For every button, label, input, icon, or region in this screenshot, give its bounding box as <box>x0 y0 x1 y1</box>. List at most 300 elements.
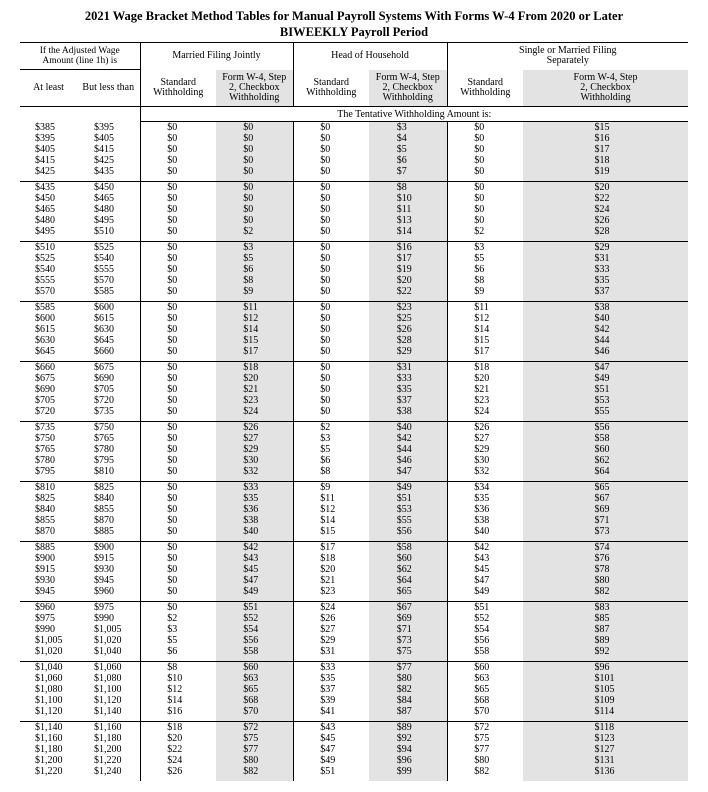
mfj-form-checkbox-value: $60 <box>243 662 259 673</box>
single-form-checkbox-cell <box>523 542 688 602</box>
mfj-standard-value: $0 <box>167 193 178 204</box>
hoh-standard-value: $51 <box>320 766 336 777</box>
mfj-standard-value: $0 <box>167 493 178 504</box>
mfj-form-checkbox-cell <box>216 602 293 662</box>
mfj-standard-values <box>167 422 189 477</box>
hoh-form-checkbox-value: $5 <box>396 144 407 155</box>
hoh-form-checkbox-value: $80 <box>396 673 412 684</box>
hoh-standard-value: $0 <box>320 215 331 226</box>
at-least-value: $415 <box>35 154 55 166</box>
single-form-checkbox-values <box>595 302 617 357</box>
mfj-standard-value: $0 <box>167 242 178 253</box>
at-least-value: $555 <box>35 275 55 286</box>
hoh-standard-value: $8 <box>320 466 331 477</box>
mfj-standard-cell <box>140 302 216 362</box>
hoh-form-checkbox-cell <box>369 122 447 182</box>
mfj-standard-value: $0 <box>167 384 178 395</box>
but-less-than-value: $840 <box>94 493 114 504</box>
single-form-checkbox-cell <box>523 182 688 242</box>
hoh-standard-value: $0 <box>320 395 331 406</box>
single-form-checkbox-value: $24 <box>594 204 610 215</box>
mfj-standard-value: $0 <box>167 275 178 286</box>
hoh-standard-value: $9 <box>320 482 331 493</box>
but-less-than-value: $1,180 <box>94 733 122 744</box>
single-standard-value: $80 <box>474 755 490 766</box>
mfj-form-checkbox-values <box>243 422 265 477</box>
at-least-value: $435 <box>35 182 55 193</box>
single-standard-value: $40 <box>474 526 490 537</box>
single-form-checkbox-value: $56 <box>594 422 610 433</box>
single-standard-value: $56 <box>474 635 490 646</box>
mfj-standard-values <box>167 482 189 537</box>
single-form-checkbox-value: $38 <box>594 302 610 313</box>
at-least-cell <box>20 122 77 182</box>
single-form-checkbox-value: $16 <box>594 133 610 144</box>
single-form-checkbox-value: $62 <box>594 455 610 466</box>
hoh-standard-values <box>320 422 342 477</box>
at-least-value: $1,140 <box>35 722 63 733</box>
hoh-standard-value: $20 <box>320 564 336 575</box>
single-form-checkbox-value: $31 <box>594 253 610 264</box>
but-less-than-value: $990 <box>94 613 114 624</box>
mfj-standard-value: $0 <box>167 406 178 417</box>
mfj-standard-value: $0 <box>167 324 178 335</box>
at-least-value: $385 <box>35 121 55 133</box>
hoh-standard-value: $3 <box>320 433 331 444</box>
mfj-form-checkbox-value: $29 <box>243 444 259 455</box>
hoh-standard-value: $49 <box>320 755 336 766</box>
mfj-standard-value: $24 <box>167 755 183 766</box>
mfj-form-checkbox-value: $32 <box>243 466 259 477</box>
at-least-value: $930 <box>35 575 55 586</box>
table-row-group <box>20 602 688 662</box>
mfj-standard-value: $18 <box>167 722 183 733</box>
hoh-standard-cell <box>293 182 369 242</box>
mfj-standard-l1: Standard <box>160 76 197 88</box>
hoh-standard-cell <box>293 722 369 782</box>
mfj-form-checkbox-values <box>243 302 265 357</box>
mfj-form-checkbox-values <box>243 722 265 777</box>
but-less-than-cell <box>77 662 140 722</box>
at-least-cell <box>20 602 77 662</box>
single-form-checkbox-cell <box>523 722 688 782</box>
at-least-value: $870 <box>35 526 55 537</box>
single-standard-value: $36 <box>474 504 490 515</box>
mfj-form-checkbox-values <box>243 482 265 537</box>
hoh-standard-values <box>320 722 342 777</box>
hoh-form-checkbox-value: $42 <box>396 433 412 444</box>
mfj-form-checkbox-value: $65 <box>243 684 259 695</box>
single-form-checkbox-value: $87 <box>594 624 610 635</box>
mfj-form-checkbox-value: $15 <box>243 335 259 346</box>
hoh-form-checkbox-value: $49 <box>396 482 412 493</box>
hoh-standard-value: $29 <box>320 635 336 646</box>
single-standard-value: $52 <box>474 613 490 624</box>
at-least-value: $720 <box>35 406 55 417</box>
at-least-value: $660 <box>35 362 55 373</box>
but-less-than-value: $690 <box>94 373 114 384</box>
hoh-standard-value: $6 <box>320 455 331 466</box>
single-standard-value: $6 <box>474 264 485 275</box>
hoh-standard-header <box>293 70 369 107</box>
hoh-form-checkbox-value: $31 <box>396 362 412 373</box>
at-least-value: $705 <box>35 395 55 406</box>
mfj-form-checkbox-value: $9 <box>243 286 254 297</box>
hoh-standard-value: $0 <box>320 406 331 417</box>
mfj-form-checkbox-value: $70 <box>243 706 259 717</box>
but-less-than-value: $495 <box>94 215 114 226</box>
at-least-value: $750 <box>35 433 55 444</box>
but-less-than-value: $960 <box>94 586 114 597</box>
single-standard-values <box>474 602 496 657</box>
mfj-standard-values <box>167 662 189 717</box>
adjusted-wage-header-line-ref: (line 1h) is <box>73 56 118 66</box>
mfj-form-checkbox-value: $26 <box>243 422 259 433</box>
single-standard-cell <box>447 662 523 722</box>
mfj-standard-header <box>140 70 216 107</box>
page-title <box>0 0 708 40</box>
hoh-standard-value: $0 <box>320 133 331 144</box>
hoh-form-checkbox-value: $7 <box>396 166 407 177</box>
mfj-standard-values <box>167 362 189 417</box>
hoh-standard-values <box>320 482 342 537</box>
hoh-standard-values <box>320 662 342 717</box>
single-form-checkbox-values <box>595 182 617 237</box>
mfj-standard-value: $0 <box>167 122 178 133</box>
single-form-checkbox-value: $26 <box>594 215 610 226</box>
mfj-form-checkbox-value: $0 <box>243 182 254 193</box>
mfj-standard-value: $0 <box>167 602 178 613</box>
at-least-value: $1,080 <box>35 684 63 695</box>
single-form-checkbox-cell <box>523 422 688 482</box>
at-least-value: $900 <box>35 553 55 564</box>
mfj-standard-l2: Withholding <box>153 86 204 98</box>
single-standard-cell <box>447 302 523 362</box>
single-form-checkbox-value: $35 <box>594 275 610 286</box>
at-least-value: $1,220 <box>35 766 63 777</box>
single-standard-value: $20 <box>474 373 490 384</box>
mfj-form-checkbox-value: $49 <box>243 586 259 597</box>
hoh-form-l3: Withholding <box>382 91 433 103</box>
at-least-value: $1,020 <box>35 646 63 657</box>
at-least-value: $825 <box>35 493 55 504</box>
mfj-standard-value: $0 <box>167 302 178 313</box>
hoh-standard-cell <box>293 542 369 602</box>
tentative-spacer <box>20 107 140 122</box>
but-less-than-cell <box>77 482 140 542</box>
hoh-standard-value: $47 <box>320 744 336 755</box>
but-less-than-value: $825 <box>94 482 114 493</box>
single-form-checkbox-value: $64 <box>594 466 610 477</box>
head-of-household-header: Head of Household <box>293 43 447 70</box>
but-less-than-value: $1,060 <box>94 662 122 673</box>
single-standard-value: $11 <box>474 302 489 313</box>
hoh-form-checkbox-value: $20 <box>396 275 412 286</box>
mfj-form-checkbox-value: $40 <box>243 526 259 537</box>
hoh-form-checkbox-values <box>397 122 419 177</box>
single-form-checkbox-cell <box>523 662 688 722</box>
single-standard-cell <box>447 122 523 182</box>
at-least-value: $525 <box>35 253 55 264</box>
but-less-than-cell <box>77 122 140 182</box>
at-least-value: $465 <box>35 204 55 215</box>
at-least-value: $510 <box>35 242 55 253</box>
hoh-form-l1: Form W-4, Step <box>375 71 440 83</box>
single-standard-value: $0 <box>474 122 485 133</box>
hoh-form-checkbox-value: $13 <box>396 215 412 226</box>
single-standard-cell <box>447 542 523 602</box>
single-standard-values <box>474 122 496 177</box>
but-less-than-value: $660 <box>94 346 114 357</box>
single-standard-value: $72 <box>474 722 490 733</box>
but-less-than-value: $915 <box>94 553 114 564</box>
hoh-standard-value: $41 <box>320 706 336 717</box>
but-less-than-value: $630 <box>94 324 114 335</box>
single-form-checkbox-value: $118 <box>594 722 615 733</box>
single-form-checkbox-values <box>595 242 617 297</box>
hoh-standard-value: $35 <box>320 673 336 684</box>
mfj-form-checkbox-value: $27 <box>243 433 259 444</box>
but-less-than-value: $465 <box>94 193 114 204</box>
single-form-checkbox-value: $42 <box>594 324 610 335</box>
at-least-cell <box>20 422 77 482</box>
hoh-form-checkbox-value: $35 <box>396 384 412 395</box>
hoh-standard-values <box>320 302 342 357</box>
mfj-standard-value: $0 <box>167 182 178 193</box>
at-least-value: $495 <box>35 226 55 237</box>
hoh-form-checkbox-value: $82 <box>396 684 412 695</box>
mfj-form-checkbox-value: $0 <box>243 193 254 204</box>
hoh-form-checkbox-value: $84 <box>396 695 412 706</box>
mfj-standard-value: $0 <box>167 433 178 444</box>
mfj-standard-values <box>167 722 189 777</box>
single-form-checkbox-cell <box>523 242 688 302</box>
mfj-standard-value: $6 <box>167 646 178 657</box>
single-standard-value: $58 <box>474 646 490 657</box>
mfj-form-checkbox-value: $12 <box>243 313 259 324</box>
single-standard-value: $77 <box>474 744 490 755</box>
at-least-value: $1,100 <box>35 695 63 706</box>
mfj-standard-values <box>167 242 189 297</box>
single-standard-value: $47 <box>474 575 490 586</box>
hoh-form-checkbox-values <box>397 362 419 417</box>
single-form-checkbox-value: $20 <box>594 182 610 193</box>
single-standard-values <box>474 542 496 597</box>
single-form-l1: Form W-4, Step <box>573 71 638 83</box>
mfj-standard-value: $10 <box>167 673 183 684</box>
tentative-amount-label: The Tentative Withholding Amount is: <box>140 107 688 122</box>
single-standard-value: $12 <box>474 313 490 324</box>
single-standard-value: $18 <box>474 362 490 373</box>
single-standard-value: $54 <box>474 624 490 635</box>
hoh-form-checkbox-cell <box>369 542 447 602</box>
hoh-standard-value: $0 <box>320 373 331 384</box>
but-less-than-value: $870 <box>94 515 114 526</box>
but-less-than-value: $525 <box>94 242 114 253</box>
mfj-form-checkbox-cell <box>216 362 293 422</box>
hoh-form-checkbox-values <box>397 542 419 597</box>
hoh-form-checkbox-value: $46 <box>396 455 412 466</box>
hoh-form-checkbox-value: $47 <box>396 466 412 477</box>
mfj-standard-cell <box>140 662 216 722</box>
mfj-standard-value: $0 <box>167 204 178 215</box>
mfj-standard-value: $0 <box>167 553 178 564</box>
at-least-value: $735 <box>35 422 55 433</box>
hoh-standard-value: $0 <box>320 324 331 335</box>
hoh-standard-cell <box>293 482 369 542</box>
married-filing-jointly-header: Married Filing Jointly <box>140 43 293 70</box>
hoh-form-checkbox-value: $8 <box>396 182 407 193</box>
mfj-form-checkbox-value: $38 <box>243 515 259 526</box>
mfj-standard-value: $8 <box>167 662 178 673</box>
but-less-than-value: $735 <box>94 406 114 417</box>
mfj-standard-value: $0 <box>167 264 178 275</box>
mfj-standard-value: $0 <box>167 575 178 586</box>
single-standard-value: $32 <box>474 466 490 477</box>
mfj-form-checkbox-cell <box>216 662 293 722</box>
hoh-standard-value: $37 <box>320 684 336 695</box>
single-form-checkbox-values <box>595 662 617 717</box>
hoh-form-checkbox-value: $71 <box>396 624 412 635</box>
single-form-checkbox-value: $17 <box>594 144 610 155</box>
but-less-than-value: $540 <box>94 253 114 264</box>
hoh-standard-cell <box>293 662 369 722</box>
hoh-form-checkbox-value: $51 <box>396 493 412 504</box>
single-form-checkbox-value: $82 <box>594 586 610 597</box>
single-standard-values <box>474 242 496 297</box>
single-standard-cell <box>447 362 523 422</box>
single-standard-header <box>447 70 523 107</box>
mfj-form-checkbox-value: $23 <box>243 395 259 406</box>
mfj-standard-value: $0 <box>167 362 178 373</box>
single-standard-value: $43 <box>474 553 490 564</box>
hoh-form-checkbox-value: $19 <box>396 264 412 275</box>
single-standard-values <box>474 182 496 237</box>
mfj-form-checkbox-value: $72 <box>243 722 259 733</box>
mfj-standard-value: $0 <box>167 515 178 526</box>
mfj-standard-value: $0 <box>167 253 178 264</box>
hoh-form-checkbox-value: $37 <box>396 395 412 406</box>
mfj-form-l3: Withholding <box>229 91 280 103</box>
single-standard-values <box>474 302 496 357</box>
single-form-checkbox-cell <box>523 122 688 182</box>
at-least-value: $690 <box>35 384 55 395</box>
hoh-form-checkbox-value: $75 <box>396 646 412 657</box>
single-form-checkbox-values <box>595 362 617 417</box>
mfj-standard-cell <box>140 542 216 602</box>
hoh-form-checkbox-value: $10 <box>396 193 412 204</box>
mfj-standard-value: $12 <box>167 684 183 695</box>
single-form-checkbox-value: $37 <box>594 286 610 297</box>
mfj-form-checkbox-value: $3 <box>243 242 254 253</box>
at-least-value: $795 <box>35 466 55 477</box>
hoh-form-checkbox-value: $38 <box>396 406 412 417</box>
table-body <box>20 122 688 782</box>
single-standard-value: $8 <box>474 275 485 286</box>
single-form-checkbox-value: $78 <box>594 564 610 575</box>
but-less-than-value: $645 <box>94 335 114 346</box>
but-less-than-value: $810 <box>94 466 114 477</box>
hoh-form-checkbox-value: $77 <box>396 662 412 673</box>
at-least-value: $855 <box>35 515 55 526</box>
hoh-standard-value: $0 <box>320 264 331 275</box>
hoh-form-checkbox-value: $3 <box>396 122 407 133</box>
hoh-standard-value: $0 <box>320 122 331 133</box>
mfj-form-checkbox-values <box>243 542 265 597</box>
but-less-than-value: $945 <box>94 575 114 586</box>
hoh-form-checkbox-cell <box>369 302 447 362</box>
hoh-standard-value: $21 <box>320 575 336 586</box>
hoh-form-checkbox-value: $87 <box>396 706 412 717</box>
mfj-form-checkbox-value: $42 <box>243 542 259 553</box>
hoh-standard-value: $0 <box>320 155 331 166</box>
single-form-checkbox-value: $80 <box>594 575 610 586</box>
single-form-checkbox-values <box>595 542 617 597</box>
but-less-than-value: $570 <box>94 275 114 286</box>
but-less-than-value: $555 <box>94 264 114 275</box>
but-less-than-value: $450 <box>94 182 114 193</box>
mfj-standard-value: $0 <box>167 466 178 477</box>
hoh-standard-l1: Standard <box>313 76 350 88</box>
hoh-standard-value: $0 <box>320 166 331 177</box>
but-less-than-value: $900 <box>94 542 114 553</box>
at-least-value: $675 <box>35 373 55 384</box>
adjusted-wage-header-amount: Amount <box>42 56 74 66</box>
hoh-form-checkbox-value: $67 <box>396 602 412 613</box>
single-standard-cell <box>447 482 523 542</box>
but-less-than-value: $1,020 <box>94 635 122 646</box>
mfj-standard-value: $16 <box>167 706 183 717</box>
single-standard-l2: Withholding <box>460 86 511 98</box>
mfj-standard-cell <box>140 242 216 302</box>
hoh-form-checkbox-value: $16 <box>396 242 412 253</box>
single-form-checkbox-values <box>595 122 617 177</box>
mfj-form-checkbox-values <box>243 122 265 177</box>
single-standard-value: $23 <box>474 395 490 406</box>
table-row-group <box>20 242 688 302</box>
mfj-standard-value: $0 <box>167 155 178 166</box>
single-standard-value: $82 <box>474 766 490 777</box>
mfj-form-checkbox-value: $36 <box>243 504 259 515</box>
single-header-line2: Separately <box>546 55 589 67</box>
mfj-standard-value: $0 <box>167 133 178 144</box>
hoh-form-checkbox-value: $4 <box>396 133 407 144</box>
table-row-group <box>20 422 688 482</box>
single-form-checkbox-value: $58 <box>594 433 610 444</box>
single-form-checkbox-values <box>595 422 617 477</box>
hoh-form-checkbox-cell <box>369 602 447 662</box>
mfj-form-checkbox-cell <box>216 722 293 782</box>
mfj-form-checkbox-value: $80 <box>243 755 259 766</box>
but-less-than-value: $675 <box>94 362 114 373</box>
mfj-standard-value: $0 <box>167 335 178 346</box>
single-form-checkbox-value: $89 <box>594 635 610 646</box>
single-standard-value: $26 <box>474 422 490 433</box>
single-standard-value: $38 <box>474 515 490 526</box>
single-standard-value: $35 <box>474 493 490 504</box>
at-least-value: $1,180 <box>35 744 63 755</box>
hoh-form-checkbox-value: $40 <box>396 422 412 433</box>
hoh-standard-value: $0 <box>320 384 331 395</box>
mfj-form-checkbox-values <box>243 662 265 717</box>
hoh-form-checkbox-value: $23 <box>396 302 412 313</box>
mfj-standard-value: $2 <box>167 613 178 624</box>
hoh-form-checkbox-value: $89 <box>396 722 412 733</box>
single-standard-value: $34 <box>474 482 490 493</box>
mfj-form-checkbox-value: $0 <box>243 215 254 226</box>
single-standard-value: $21 <box>474 384 490 395</box>
hoh-standard-value: $39 <box>320 695 336 706</box>
